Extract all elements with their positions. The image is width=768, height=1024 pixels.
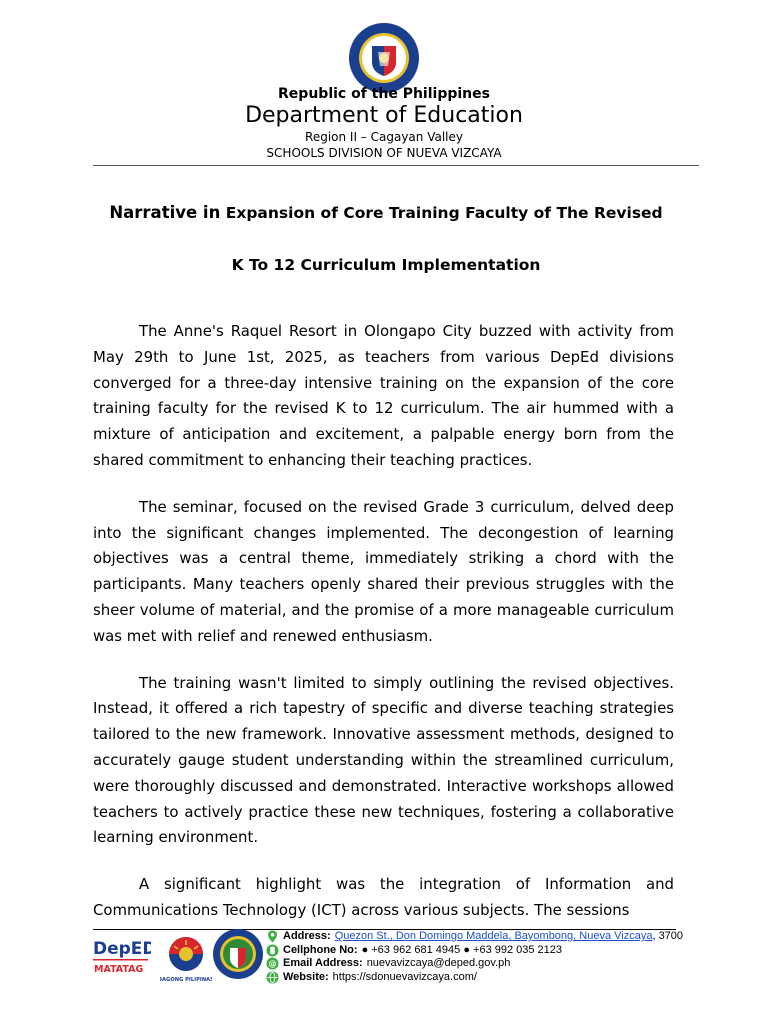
- paragraph: The training wasn't limited to simply outlining the revised objectives. Instead, it offered a rich tapestry of specific and diverse teaching strategies tailored to the new framework. Innovative assessment methods, designed to accurately gauge student understanding within the streamlined curriculum, were thoroughly discussed and demonstrated. Interactive workshops allowed teachers to actively practice these new techniques, fostering a collaborative learning environment.: [93, 673, 674, 847]
- email-row: [266, 957, 683, 971]
- department-heading: Department of Education: [245, 103, 523, 128]
- republic-heading: Republic of the Philippines: [278, 86, 490, 102]
- title-rest: Expansion of Core Training Faculty of The Revised: [225, 204, 663, 222]
- contact-info: [266, 930, 683, 984]
- email-value[interactable]: nuevavizcaya@deped.gov.ph: [366, 957, 511, 970]
- cellphone-label: Cellphone No:: [283, 943, 358, 956]
- region-label: Region II – Cagayan Valley: [305, 130, 463, 144]
- division-seal-icon: [212, 928, 264, 984]
- document-title: [93, 200, 679, 226]
- address-label: Address:: [283, 930, 331, 942]
- svg-text:@: @: [268, 959, 277, 969]
- website-row: [266, 971, 683, 985]
- title-lead: Narrative in: [109, 203, 221, 222]
- email-label: Email Address:: [283, 957, 363, 970]
- website-value[interactable]: https://sdonuevavizcaya.com/: [332, 970, 477, 983]
- address-zip: , 3700: [652, 930, 684, 942]
- location-pin-icon: [266, 930, 279, 943]
- website-label: Website:: [283, 970, 329, 983]
- narrative-body: [93, 319, 674, 945]
- cellphone-row: [266, 944, 683, 958]
- header-divider: [93, 165, 699, 166]
- phone-icon: [266, 944, 279, 957]
- paragraph: The seminar, focused on the revised Grade 3 curriculum, delved deep into the significant changes implemented. The decongestion of learning objectives was a central theme, immediately striking a chord with the participants. Many teachers openly shared their previous struggles with the sheer volume of material, and the promise of a more manageable curriculum was met with relief and renewed enthusiasm.: [93, 497, 674, 645]
- bagong-pilipinas-text: BAGONG PILIPINAS: [160, 977, 212, 983]
- bagong-pilipinas-logo: [160, 934, 212, 990]
- address-link[interactable]: Quezon St., Don Domingo Maddela, Bayombong, Nueva Vizcaya: [334, 930, 653, 942]
- deped-seal-icon: [348, 22, 420, 94]
- matatag-logo-text: MATATAG: [94, 964, 144, 975]
- address-row: [266, 930, 683, 944]
- paragraph: The Anne's Raquel Resort in Olongapo City buzzed with activity from May 29th to June 1st, 2025, as teachers from various DepEd divisions converged for a three-day intensive training on the expansion of the core training faculty for the revised K to 12 curriculum. The air hummed with a mixture of anticipation and excitement, a palpable energy born from the shared commitment to enhancing their teaching practices.: [93, 322, 674, 469]
- deped-logo-text: DepED: [93, 939, 151, 959]
- division-label: SCHOOLS DIVISION OF NUEVA VIZCAYA: [266, 146, 502, 160]
- email-icon: [266, 957, 279, 970]
- paragraph: A significant highlight was the integration of Information and Communications Technology (ICT) across various subjects. The sessions: [93, 875, 674, 919]
- document-subtitle: K To 12 Curriculum Implementation: [231, 256, 541, 274]
- globe-icon: [266, 971, 279, 984]
- cellphone-value: ● +63 962 681 4945 ● +63 992 035 2123: [361, 943, 563, 956]
- deped-matatag-logo: [91, 934, 151, 984]
